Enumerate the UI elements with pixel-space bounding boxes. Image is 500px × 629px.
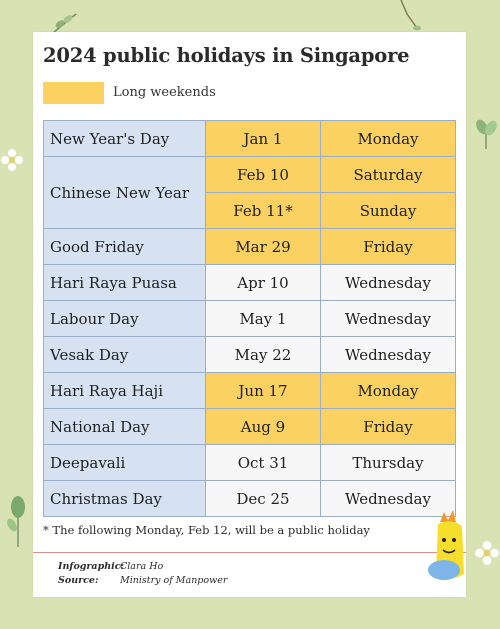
holiday-date: Jun 17 — [206, 373, 321, 409]
page-title: 2024 public holidays in Singapore — [43, 44, 410, 67]
holiday-name: Chinese New Year — [44, 157, 206, 229]
holiday-day: Friday — [321, 229, 456, 265]
table-row — [44, 265, 456, 301]
holiday-name: New Year's Day — [44, 121, 206, 157]
holiday-day: Friday — [321, 409, 456, 445]
holiday-date: Jan 1 — [206, 121, 321, 157]
holiday-date: Aug 9 — [206, 409, 321, 445]
leaf-sprig-icon — [2, 495, 34, 547]
table-row — [44, 157, 456, 193]
holiday-date: Mar 29 — [206, 229, 321, 265]
holiday-name: Vesak Day — [44, 337, 206, 373]
credit-infographic — [58, 561, 163, 572]
credit-source — [58, 575, 227, 586]
credit-infographic-label: Infographic: — [58, 561, 125, 572]
mascot-illustration — [426, 508, 466, 588]
holiday-name: Good Friday — [44, 229, 206, 265]
leaf-icon — [472, 115, 500, 149]
holiday-date: May 22 — [206, 337, 321, 373]
table-row — [44, 373, 456, 409]
holiday-day: Wednesday — [321, 265, 456, 301]
holiday-day: Wednesday — [321, 481, 456, 517]
table-row — [44, 229, 456, 265]
holiday-date: May 1 — [206, 301, 321, 337]
holiday-day: Thursday — [321, 445, 456, 481]
holiday-date: Dec 25 — [206, 481, 321, 517]
holidays-table — [43, 120, 456, 517]
credit-source-value: Ministry of Manpower — [120, 575, 228, 586]
infographic-card — [33, 32, 466, 597]
holiday-date: Oct 31 — [206, 445, 321, 481]
flower-icon — [0, 148, 24, 172]
holiday-date: Apr 10 — [206, 265, 321, 301]
divider — [33, 552, 466, 553]
holiday-day: Sunday — [321, 193, 456, 229]
holiday-name: Christmas Day — [44, 481, 206, 517]
holiday-date: Feb 10 — [206, 157, 321, 193]
twig-icon — [395, 0, 425, 32]
holiday-day: Wednesday — [321, 337, 456, 373]
table-row — [44, 337, 456, 373]
footnote: * The following Monday, Feb 12, will be a public holiday — [43, 523, 370, 537]
legend-swatch — [43, 82, 104, 104]
holiday-day: Monday — [321, 121, 456, 157]
holiday-name: Hari Raya Puasa — [44, 265, 206, 301]
table-row — [44, 409, 456, 445]
holiday-date: Feb 11* — [206, 193, 321, 229]
holiday-name: Labour Day — [44, 301, 206, 337]
holiday-day: Monday — [321, 373, 456, 409]
flower-icon — [474, 540, 500, 566]
holiday-name: National Day — [44, 409, 206, 445]
credit-infographic-value: Clara Ho — [120, 561, 164, 572]
holiday-name: Hari Raya Haji — [44, 373, 206, 409]
holiday-day: Saturday — [321, 157, 456, 193]
holiday-name: Deepavali — [44, 445, 206, 481]
table-row — [44, 481, 456, 517]
credit-source-label: Source: — [58, 575, 99, 586]
legend-label: Long weekends — [113, 85, 216, 100]
table-row — [44, 445, 456, 481]
table-row — [44, 301, 456, 337]
holiday-day: Wednesday — [321, 301, 456, 337]
table-row — [44, 121, 456, 157]
